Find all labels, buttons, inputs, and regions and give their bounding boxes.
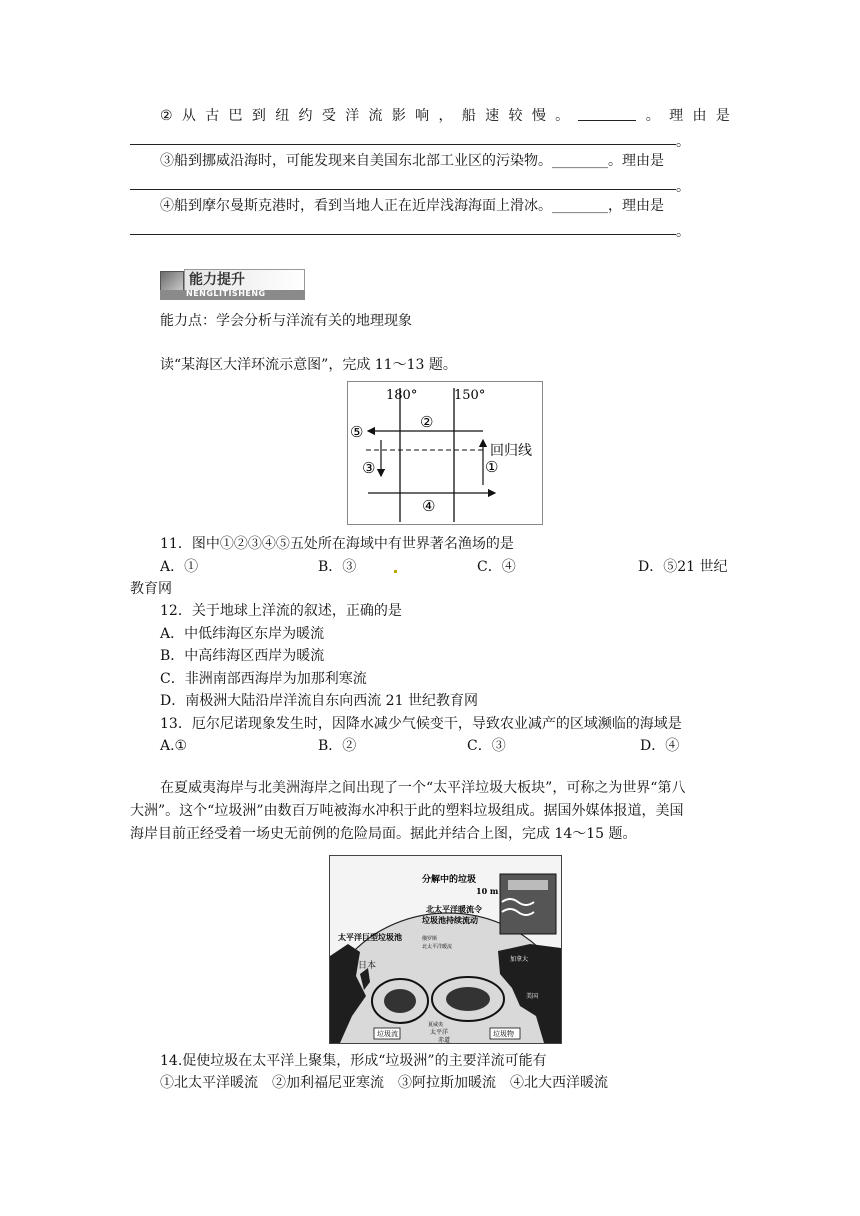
q10-item2-char: 从 — [181, 108, 196, 124]
label-patch: 太平洋巨型垃圾池 — [338, 932, 402, 942]
q13-option-a[interactable]: A.① — [160, 738, 188, 754]
q10-item2-char: 由 — [692, 108, 707, 124]
q10-item2-char: 船 — [461, 108, 476, 124]
banner-subtitle: NENGLITISHENG — [186, 289, 266, 298]
passage-line-2: 大洲”。这个“垃圾洲”由数百万吨被海水冲积于此的塑料垃圾组成。据国外媒体报道，美国 — [130, 803, 684, 819]
q14-stem: 14.促使垃圾在太平洋上聚集，形成“垃圾洲”的主要洋流可能有 — [160, 1053, 547, 1069]
q11-wrap: 教育网 — [130, 581, 172, 597]
q12-option-d[interactable]: D．南极洲大陆沿岸洋流自东向西流 21 世纪教育网 — [160, 693, 478, 709]
q10-item3-end: 。 — [676, 179, 690, 195]
intro-figure-1: 读“某海区大洋环流示意图”，完成 11～13 题。 — [160, 357, 457, 373]
answer-line[interactable] — [130, 234, 676, 235]
q13-option-c[interactable]: C．③ — [467, 738, 506, 754]
east-patch — [446, 987, 490, 1011]
label-current-2: 垃圾池持续流动 — [422, 915, 478, 925]
label-box-1-text: 垃圾流 — [377, 1030, 398, 1038]
q13-option-b[interactable]: B．② — [318, 738, 357, 754]
garbage-patch-figure — [329, 855, 562, 1044]
q13-option-d[interactable]: D．④ — [640, 738, 680, 754]
q10-item2-char: 慢 — [531, 108, 546, 124]
q10-item3: ③船到挪威沿海时，可能发现来自美国东北部工业区的污染物。________。理由是 — [160, 153, 664, 169]
mark-2: ② — [420, 413, 434, 431]
mark-5: ⑤ — [350, 423, 364, 441]
q12-option-a[interactable]: A．中低纬海区东岸为暖流 — [160, 626, 325, 642]
q10-item2-char: 是 — [715, 108, 730, 124]
q10-item2-char: 速 — [485, 108, 500, 124]
q12-stem: 12．关于地球上洋流的叙述，正确的是 — [160, 603, 402, 619]
section-banner — [160, 269, 305, 301]
q13-stem: 13．厄尔尼诺现象发生时，因降水减少气候变干，导致农业减产的区域濒临的海域是 — [160, 716, 682, 732]
label-canada: 加拿大 — [510, 956, 529, 963]
banner-icon — [160, 271, 184, 291]
banner-title: 能力提升 — [189, 272, 245, 288]
q14-options: ①北太平洋暖流 ②加利福尼亚寒流 ③阿拉斯加暖流 ④北大西洋暖流 — [160, 1075, 608, 1091]
q10-item2-char: 约 — [298, 108, 313, 124]
q10-item2-char: 影 — [391, 108, 406, 124]
circulation-diagram — [348, 382, 542, 524]
q12-option-c[interactable]: C．非洲南部西海岸为加那利寒流 — [160, 671, 367, 687]
label-current: 北太平洋暖流令 — [426, 904, 482, 914]
label-usa: 美国 — [526, 993, 539, 1000]
answer-line[interactable] — [130, 189, 676, 190]
west-patch — [384, 989, 416, 1013]
q10-item2-char: 理 — [669, 108, 684, 124]
label-decompose: 分解中的垃圾 — [422, 875, 477, 885]
answer-blank[interactable] — [578, 106, 636, 121]
q10-item4: ④船到摩尔曼斯克港时，看到当地人正在近岸浅海海面上滑冰。________，理由是 — [160, 198, 664, 214]
q10-item2-char: ② — [160, 108, 173, 124]
q10-item2-char: 到 — [251, 108, 266, 124]
q10-item2-char: 纽 — [275, 108, 290, 124]
label-depth: 10 m — [476, 886, 499, 896]
q10-item2-end: 。 — [676, 134, 690, 150]
mark-3: ③ — [362, 459, 376, 477]
label-russia: 俄罗斯 — [422, 936, 438, 942]
q11-option-a[interactable]: A．① — [160, 559, 199, 575]
q10-item2-char: 流 — [368, 108, 383, 124]
q10-item2-char: 。 — [645, 108, 660, 124]
mark-4: ④ — [422, 497, 436, 515]
mark-1: ① — [485, 458, 499, 476]
q10-item2-char: 洋 — [345, 108, 360, 124]
q11-option-d[interactable]: D．⑤21 世纪 — [638, 559, 728, 575]
label-lon-150: 150° — [454, 388, 486, 403]
q12-option-b[interactable]: B．中高纬海区西岸为暖流 — [160, 648, 325, 664]
passage-line-1: 在夏威夷海岸与北美洲海岸之间出现了一个“太平洋垃圾大板块”，可称之为世界“第八 — [160, 780, 686, 796]
q10-item2-char: 巴 — [228, 108, 243, 124]
q10-item2-char: 较 — [508, 108, 523, 124]
label-npc: 北太平洋暖流 — [422, 944, 453, 950]
q10-item2-char: ， — [438, 108, 453, 124]
q10-item4-end: 。 — [676, 224, 690, 240]
label-equator: 赤道 — [438, 1037, 451, 1043]
ocean-circulation-figure — [347, 381, 543, 525]
answer-line[interactable] — [130, 144, 676, 145]
label-hawaii: 夏威夷 — [428, 1022, 444, 1028]
passage-line-3: 海岸目前正经受着一场史无前例的危险局面。据此并结合上图，完成 14～15 题。 — [130, 826, 637, 842]
garbage-patch-map — [330, 856, 561, 1043]
q10-item2-char: 古 — [205, 108, 220, 124]
ability-point: 能力点：学会分析与洋流有关的地理现象 — [160, 313, 412, 329]
banner-title-bar — [184, 269, 305, 291]
label-box-2-text: 垃圾物 — [493, 1030, 514, 1038]
q10-item2-char: 。 — [555, 108, 570, 124]
q11-stem: 11．图中①②③④⑤五处所在海域中有世界著名渔场的是 — [160, 536, 514, 552]
label-tropic: 回归线 — [490, 443, 532, 459]
q10-item2-char: 受 — [321, 108, 336, 124]
stray-dot — [394, 570, 397, 573]
q10-item2-char: 响 — [415, 108, 430, 124]
label-japan: 日本 — [358, 961, 377, 971]
q11-option-b[interactable]: B．③ — [318, 559, 357, 575]
banner-subtitle-bar — [160, 290, 305, 300]
label-lon-180: 180° — [386, 388, 418, 403]
q10-item2-line — [160, 106, 730, 126]
label-pacific: 太平洋 — [430, 1029, 449, 1036]
q11-option-c[interactable]: C．④ — [477, 559, 516, 575]
